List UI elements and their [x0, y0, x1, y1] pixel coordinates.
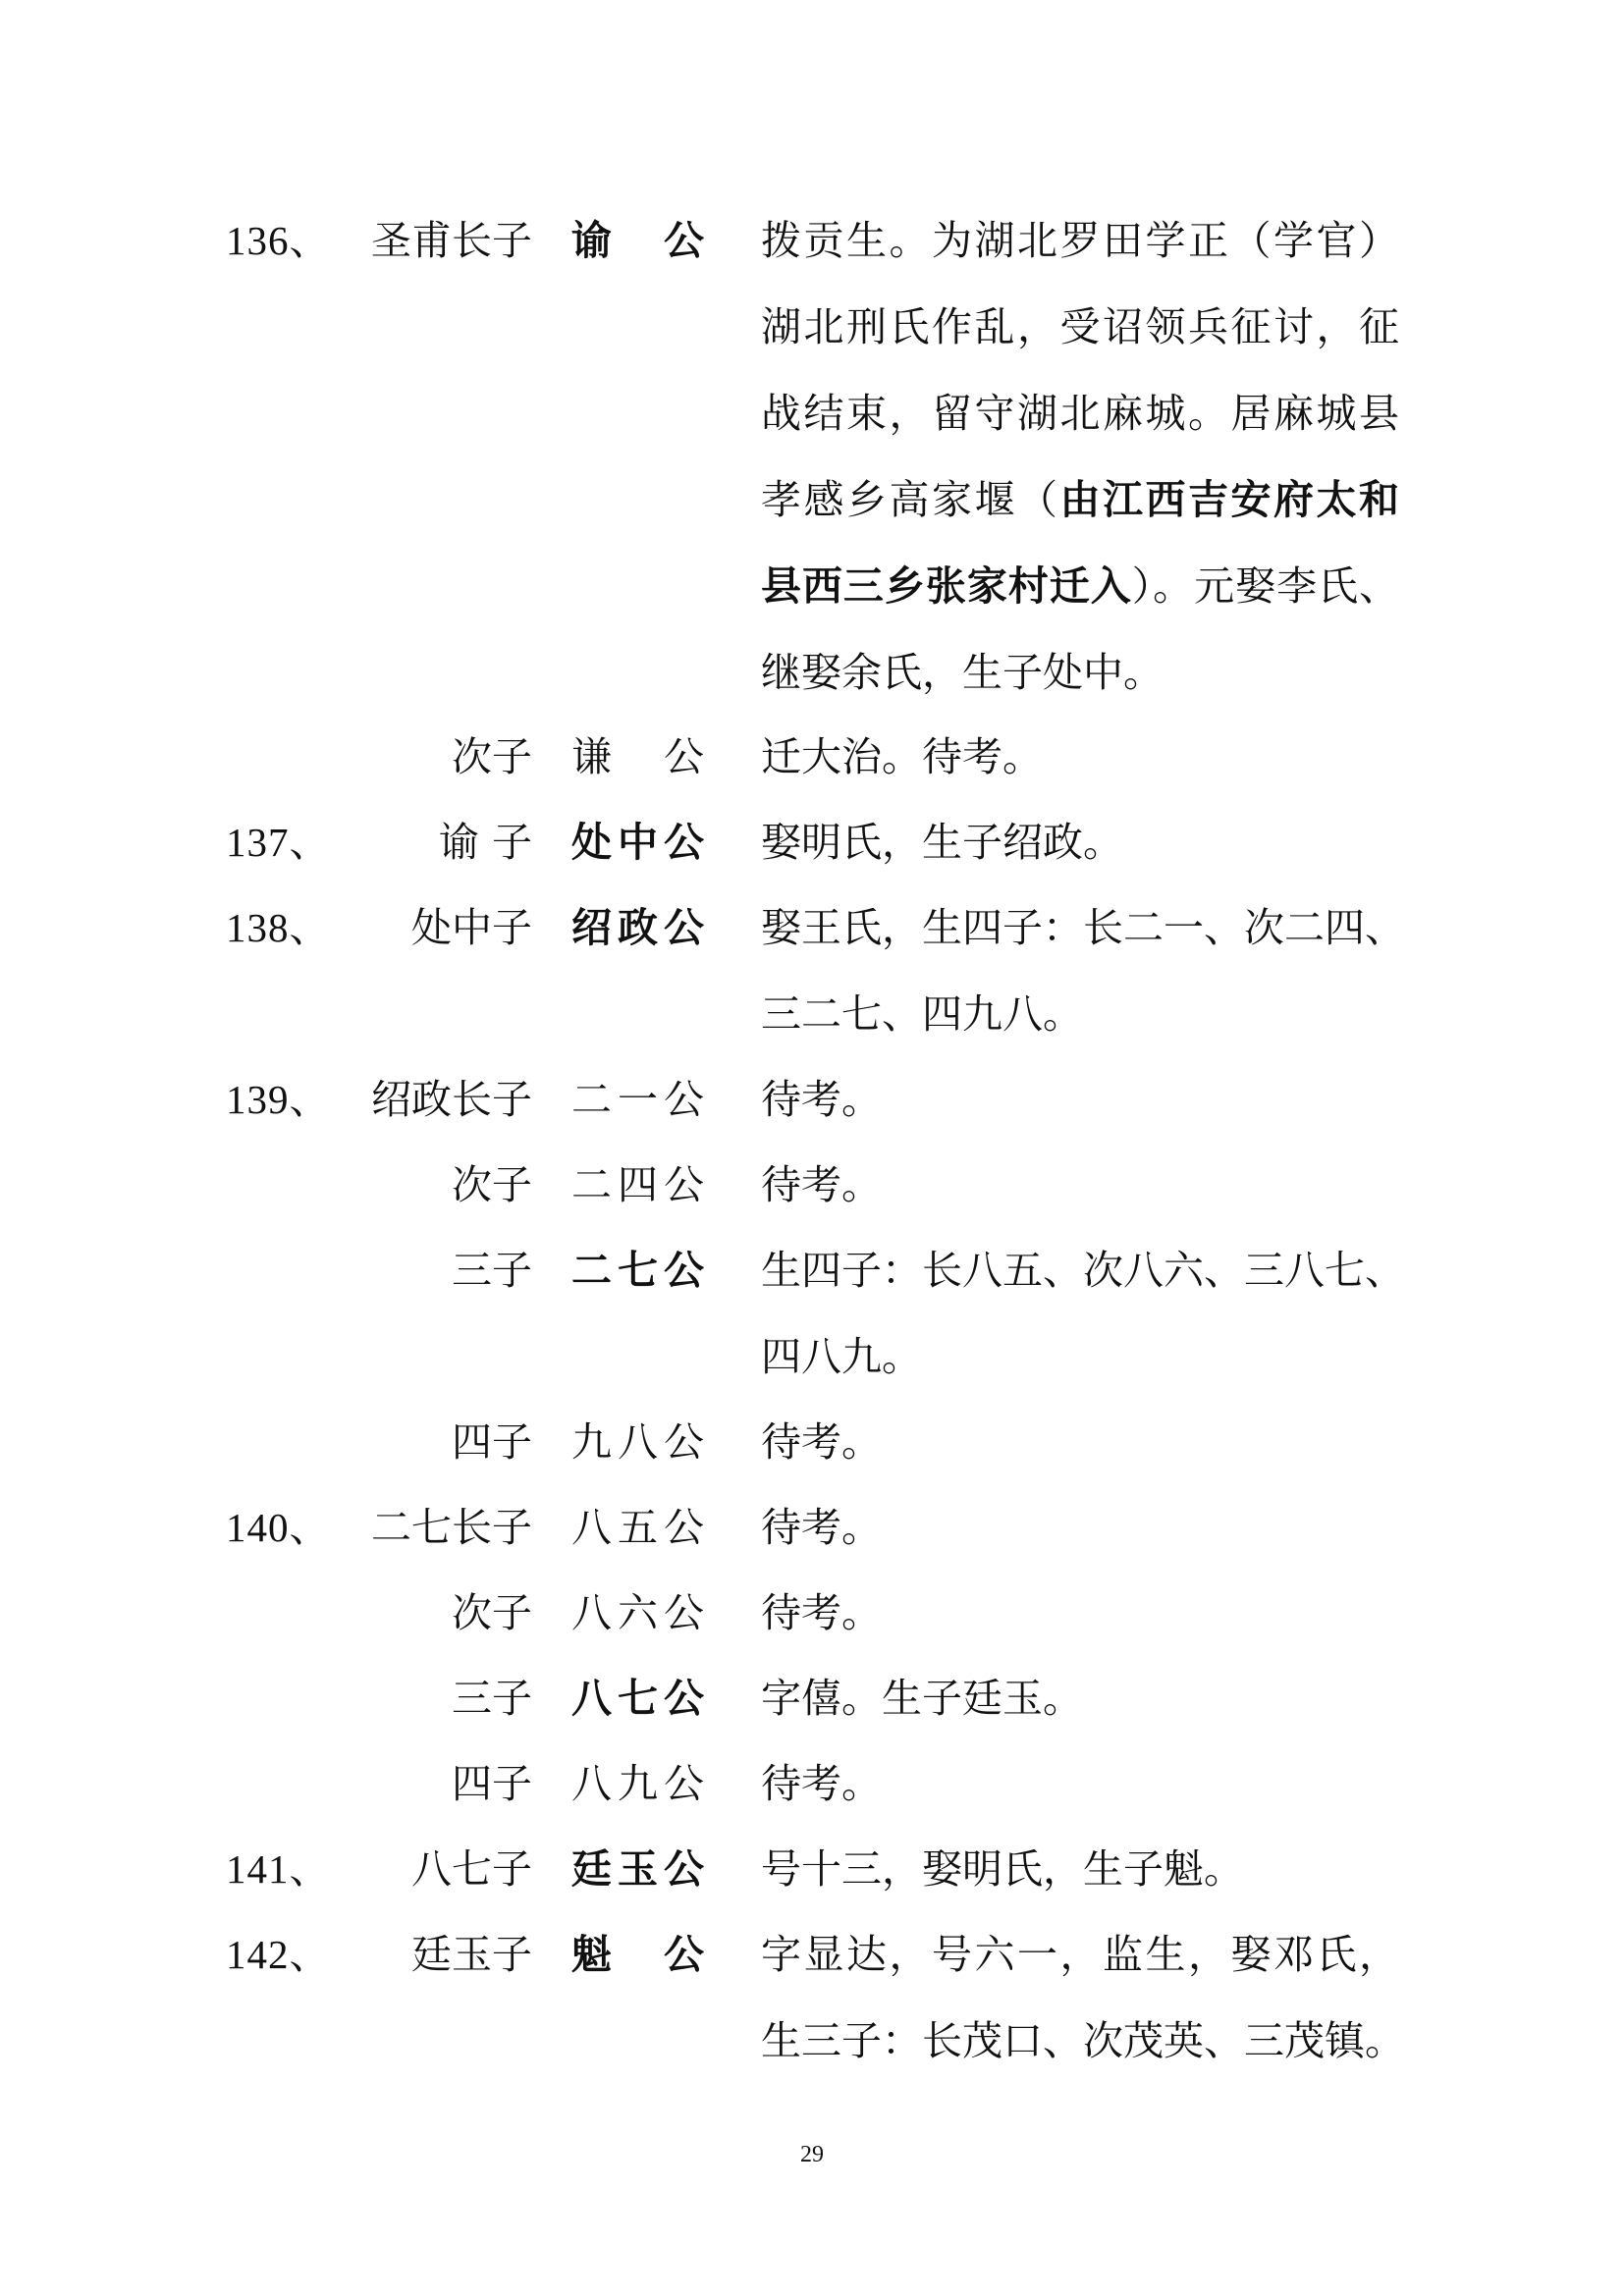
entry-description — [761, 1826, 1399, 1912]
entry-relation: 三子 — [452, 1675, 532, 1722]
entry-relation: 次子 — [452, 733, 532, 780]
entry-name: 八五公 — [571, 1504, 704, 1551]
text-segment: 孝感乡高家堰（ — [761, 476, 1060, 523]
entry-relation: 次子 — [452, 1589, 532, 1636]
entry-number: 137、 — [226, 820, 331, 865]
entry-name: 二四公 — [571, 1161, 704, 1208]
entry-number: 139、 — [226, 1077, 331, 1122]
entry-number: 142、 — [226, 1932, 331, 1977]
description-line: 拨贡生。为湖北罗田学正（学官） — [761, 217, 1399, 264]
entry-relation: 处中子 — [411, 904, 532, 951]
entry-name: 廷玉公 — [571, 1845, 704, 1893]
description-line: 迁大治。待考。 — [761, 733, 1043, 780]
entry-name: 绍政公 — [571, 904, 704, 951]
description-line: 娶王氏，生四子：长二一、次二四、 — [761, 904, 1405, 951]
description-line — [761, 543, 1399, 629]
entry-description — [761, 197, 1399, 716]
description-line: 待考。 — [761, 1161, 882, 1208]
entry-number: 138、 — [226, 905, 331, 950]
entry-description — [761, 1570, 1399, 1656]
entry-number: 140、 — [226, 1505, 331, 1550]
entry-description — [761, 1740, 1399, 1827]
description-line: 待考。 — [761, 1076, 882, 1123]
entry-description — [761, 1142, 1399, 1228]
entry-name: 二七公 — [571, 1247, 704, 1294]
entry-relation: 圣甫长子 — [371, 217, 532, 264]
entry-relation: 四子 — [452, 1760, 532, 1807]
entry-description — [761, 1655, 1399, 1741]
entry-relation: 廷玉子 — [411, 1931, 532, 1978]
description-line: 待考。 — [761, 1760, 882, 1807]
description-line: 生四子：长八五、次八六、三八七、 — [761, 1247, 1405, 1294]
entry-name: 处中公 — [571, 819, 704, 866]
description-line: 湖北刑氏作乱，受诏领兵征讨，征 — [761, 303, 1399, 350]
entry-description — [761, 1911, 1405, 2084]
description-line: 战结束，留守湖北麻城。居麻城县 — [761, 390, 1399, 437]
entry-name: 八六公 — [571, 1589, 704, 1636]
entry-description — [761, 799, 1399, 885]
entry-description — [761, 1484, 1399, 1571]
description-line: 继娶余氏，生子处中。 — [761, 649, 1164, 696]
entry-description — [761, 1227, 1405, 1400]
migration-note-bold: 由江西吉安府太和 — [1059, 476, 1399, 523]
entry-name: 八七公 — [571, 1675, 704, 1722]
description-line: 字显达，号六一，监生，娶邓氏， — [761, 1931, 1399, 1978]
entry-relation: 三子 — [452, 1247, 532, 1294]
entry-name: 谕 公 — [571, 217, 704, 264]
entry-number: 136、 — [226, 218, 331, 263]
description-line: 字僖。生子廷玉。 — [761, 1675, 1083, 1722]
entry-relation: 谕 子 — [438, 819, 532, 866]
entry-relation: 八七子 — [411, 1845, 532, 1893]
description-line: 待考。 — [761, 1589, 882, 1636]
entry-relation: 四子 — [452, 1418, 532, 1466]
entry-description — [761, 1056, 1399, 1143]
description-line: 娶明氏，生子绍政。 — [761, 819, 1123, 866]
entry-name: 二一公 — [571, 1076, 704, 1123]
entry-relation: 绍政长子 — [371, 1076, 532, 1123]
page-number: 29 — [800, 2142, 824, 2167]
description-line: 三二七、四九八。 — [761, 990, 1083, 1038]
description-line: 四八九。 — [761, 1333, 922, 1380]
entry-relation: 二七长子 — [371, 1504, 532, 1551]
entry-name: 谦 公 — [571, 733, 704, 780]
description-line: 号十三，娶明氏，生子魁。 — [761, 1845, 1244, 1893]
entry-description — [761, 884, 1405, 1057]
entry-name: 八九公 — [571, 1760, 704, 1807]
description-line: 待考。 — [761, 1418, 882, 1466]
entry-description — [761, 1399, 1399, 1485]
description-line: 待考。 — [761, 1504, 882, 1551]
migration-note-bold: 县西三乡张家村迁入 — [761, 562, 1132, 610]
entry-name: 九八公 — [571, 1418, 704, 1466]
description-line: 生三子：长茂口、次茂英、三茂镇。 — [761, 2017, 1405, 2064]
entry-name: 魁 公 — [571, 1931, 704, 1978]
description-line — [761, 456, 1399, 543]
entry-description — [761, 714, 1399, 800]
entry-number: 141、 — [226, 1846, 331, 1892]
entry-relation: 次子 — [452, 1161, 532, 1208]
text-segment: ）。元娶李氏、 — [1131, 562, 1400, 610]
